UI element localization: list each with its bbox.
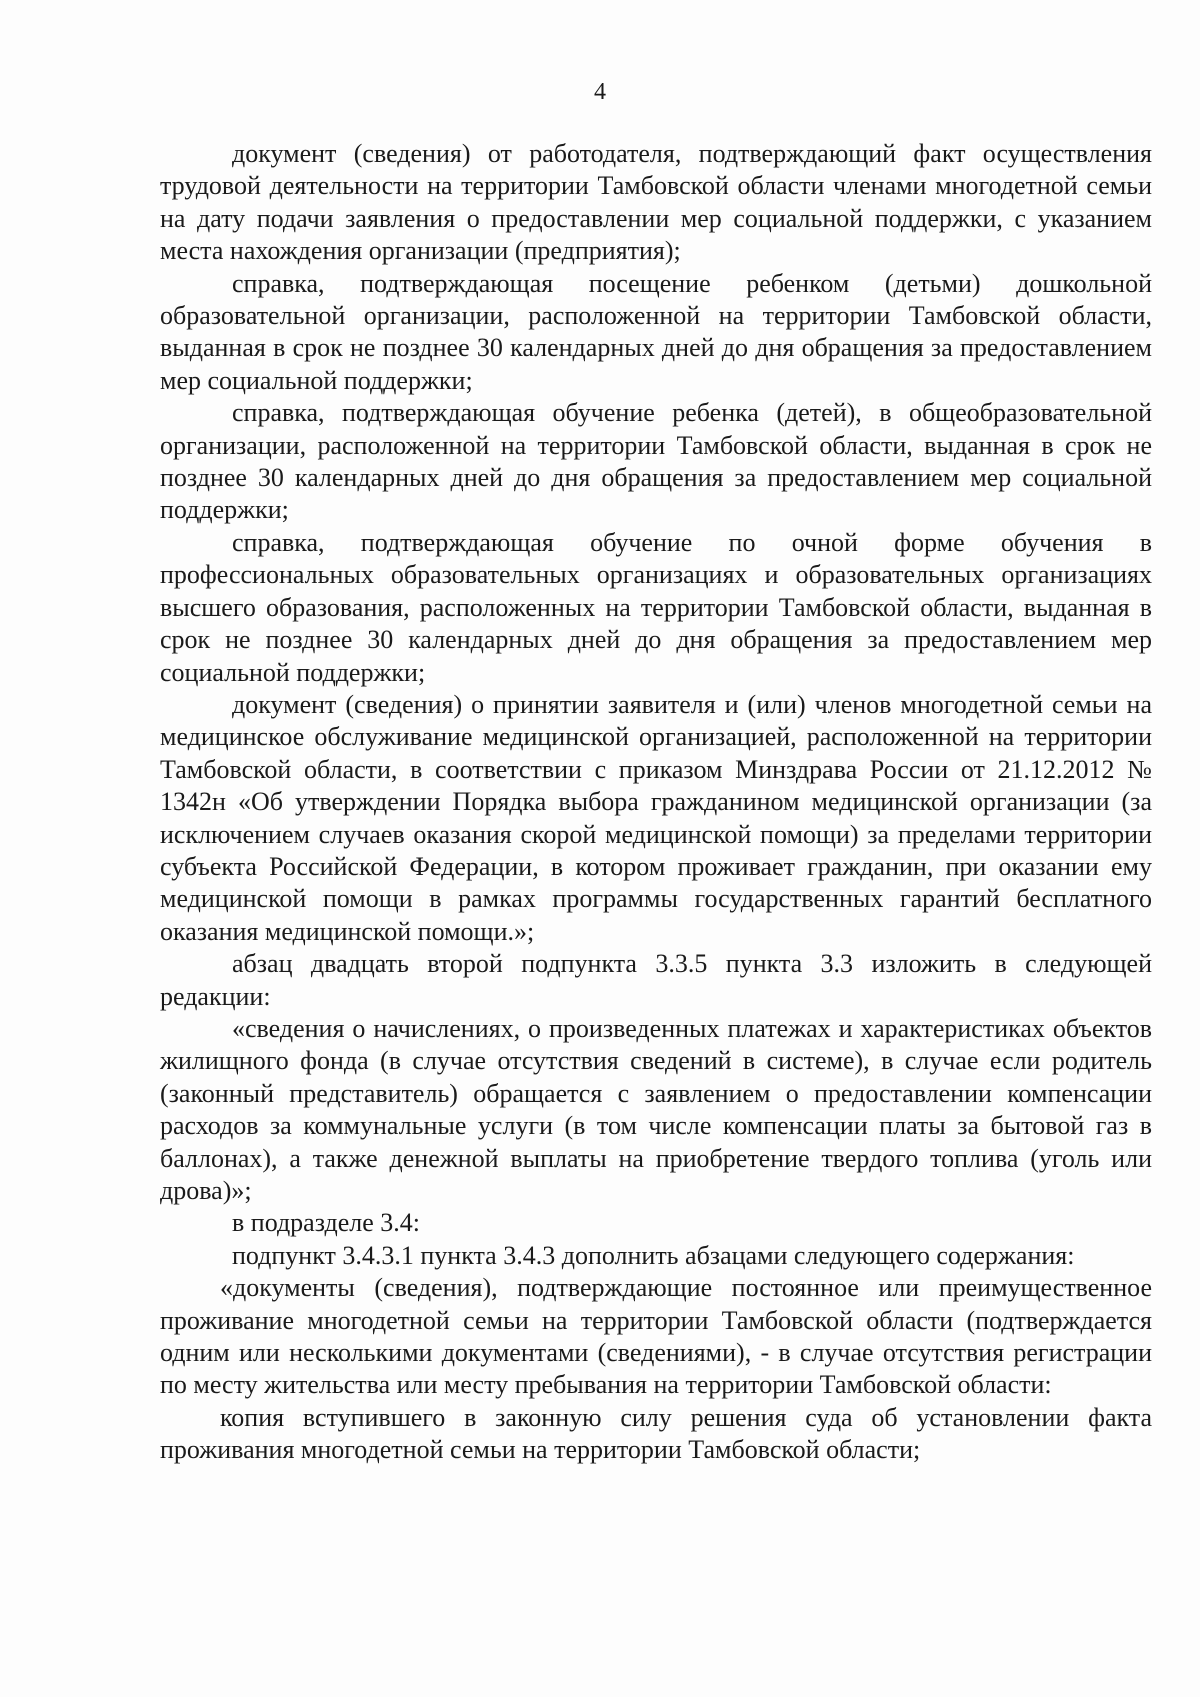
paragraph-court-decision-copy: копия вступившего в законную силу решения суда об установлении факта проживания многодетной семьи на территории Тамбовской области; <box>160 1402 1152 1465</box>
paragraph-subpoint-3-4-3-1: подпункт 3.4.3.1 пункта 3.4.3 дополнить абзацами следующего содержания: <box>232 1240 1075 1270</box>
paragraph-school-certificate: справка, подтверждающая обучение ребенка (детей), в общеобразовательной организации, расположенной на территории Тамбовской области, выданная в срок не позднее 30 календарных дней до дня обращения за предоставлением мер социальной поддержки; <box>160 398 1152 525</box>
paragraph-employer-document: документ (сведения) от работодателя, подтверждающий факт осуществления трудовой деятельности на территории Тамбовской области членами многодетной семьи на дату подачи заявления о предоставлении мер социальной поддержки, с указанием места нахождения организации (предприятия); <box>160 139 1152 266</box>
paragraph-higher-education-certificate: справка, подтверждающая обучение по очной форме обучения в профессиональных образовательных организациях и образовательных организациях высшего образования, расположенных на территории Тамбовской области, выданная в срок не позднее 30 календарных дней до дня обращения за предоставлением мер социальной поддержки; <box>160 527 1152 687</box>
paragraph-medical-service-document: документ (сведения) о принятии заявителя и (или) членов многодетной семьи на медицинское обслуживание медицинской организацией, расположенной на территории Тамбовской области, в соответствии с приказом Минздрава России от 21.12.2012 № 1342н «Об утверждении Порядка выбора гражданином медицинской организации (за исключением случаев оказания скорой медицинской помощи) за пределами территории субъекта Российской Федерации, в котором проживает гражданин, при оказании ему медицинской помощи в рамках программы государственных гарантий бесплатного оказания медицинской помощи.»; <box>160 689 1152 946</box>
paragraph-preschool-certificate: справка, подтверждающая посещение ребенком (детьми) дошкольной образовательной организации, расположенной на территории Тамбовской области, выданная в срок не позднее 30 календарных дней до дня обращения за предоставлением мер социальной поддержки; <box>160 268 1152 395</box>
paragraph-subsection-3-4: в подразделе 3.4: <box>232 1208 421 1238</box>
paragraph-residence-documents: «документы (сведения), подтверждающие постоянное или преимущественное проживание многодетной семьи на территории Тамбовской области (подтверждается одним или несколькими документами (сведениями), - в случае отсутствия регистрации по месту жительства или месту пребывания на территории Тамбовской области: <box>160 1273 1152 1400</box>
paragraph-housing-payments: «сведения о начислениях, о произведенных платежах и характеристиках объектов жилищного фонда (в случае отсутствия сведений в системе), в случае если родитель (законный представитель) обращается с заявлением о предоставлении компенсации расходов за коммунальные услуги (в том числе компенсации платы за бытовой газ в баллонах), а также денежной выплаты на приобретение твердого топлива (уголь или дрова)»; <box>160 1013 1152 1205</box>
paragraph-amendment-3-3-5: абзац двадцать второй подпункта 3.3.5 пункта 3.3 изложить в следующей редакции: <box>160 949 1152 1011</box>
document-body <box>160 138 1152 1467</box>
page-number: 4 <box>594 79 606 105</box>
